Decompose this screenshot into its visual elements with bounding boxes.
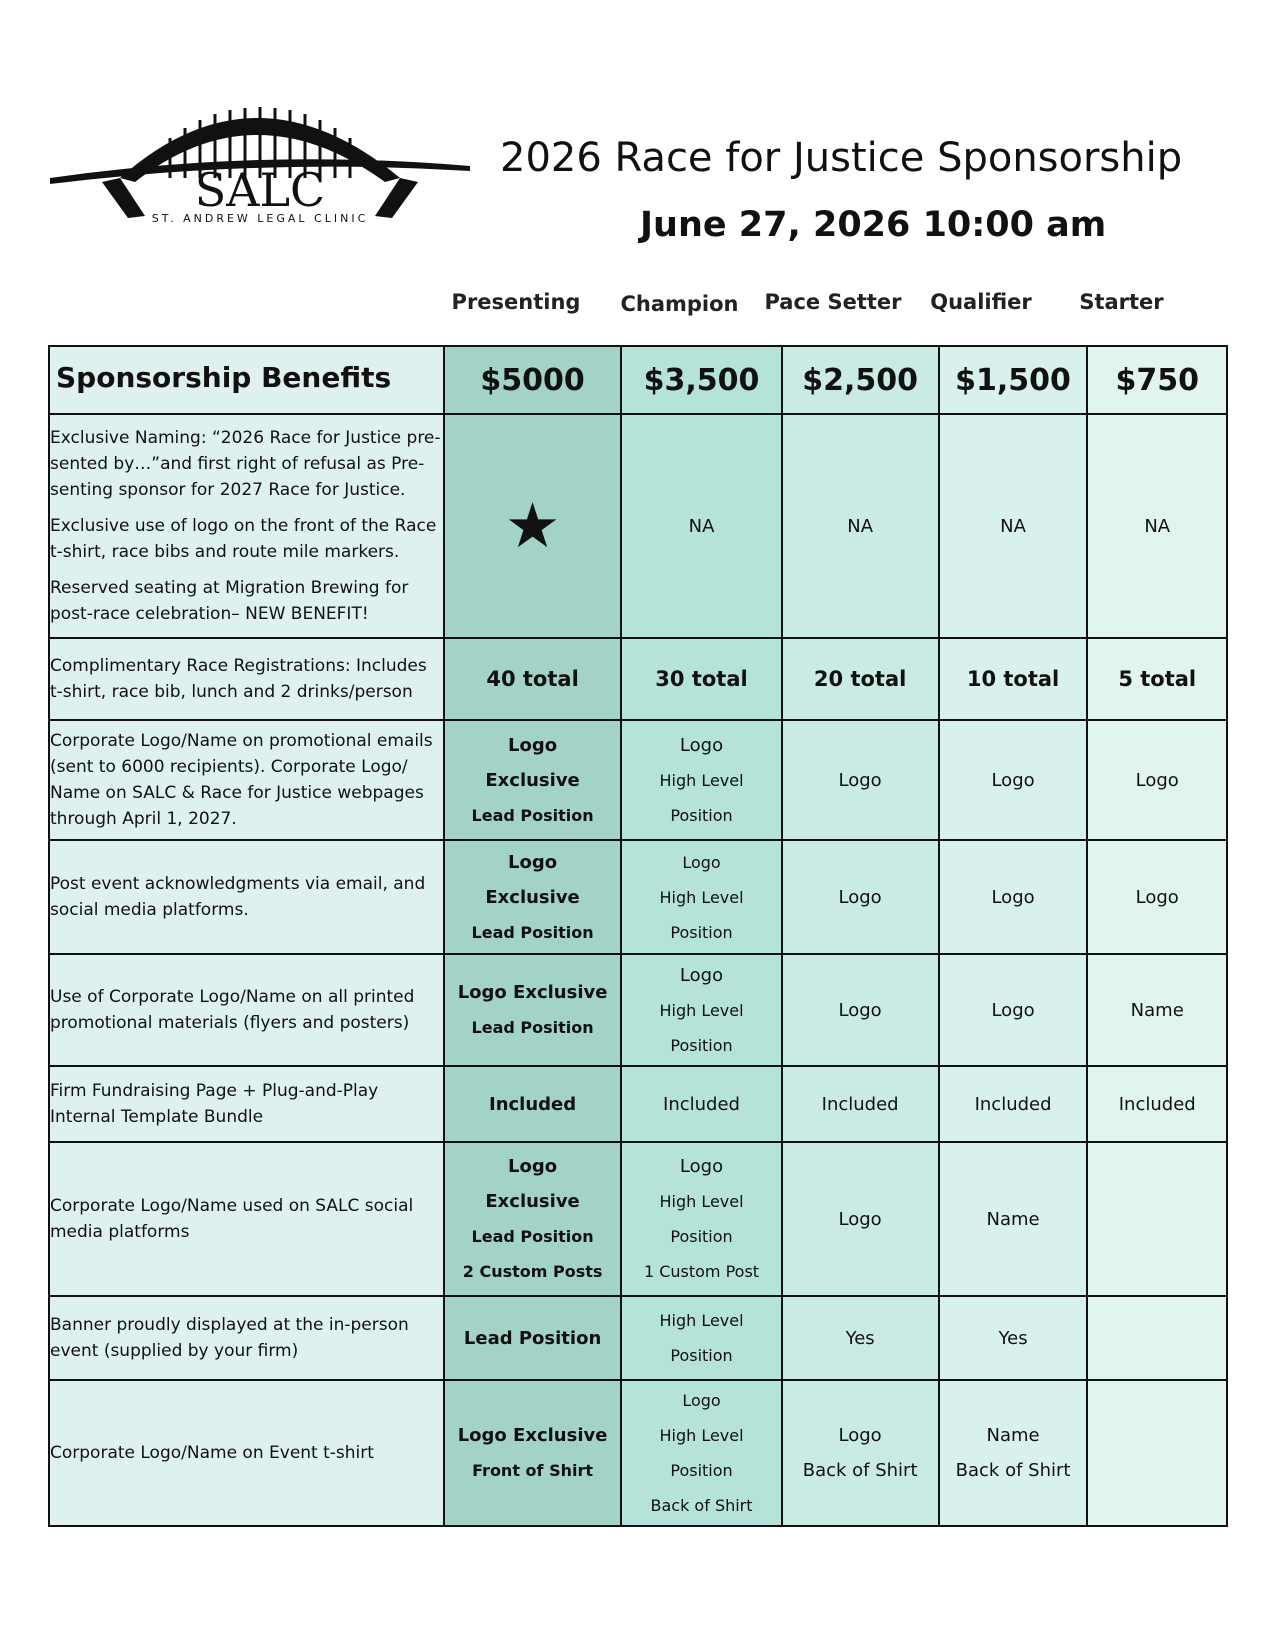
- presenting-cell: Logo Exclusive Lead Position: [444, 720, 622, 840]
- qualifier-cell: Yes: [939, 1296, 1088, 1380]
- pace-setter-cell: NA: [782, 414, 939, 638]
- table-row: [49, 1066, 1227, 1142]
- price-starter: $750: [1087, 346, 1227, 414]
- champion-cell: Logo High Level Position: [621, 954, 781, 1066]
- qualifier-cell: NA: [939, 414, 1088, 638]
- table-row: [49, 954, 1227, 1066]
- presenting-cell: [444, 414, 622, 638]
- starter-cell: NA: [1087, 414, 1227, 638]
- qualifier-cell: Name Back of Shirt: [939, 1380, 1088, 1526]
- table-row: [49, 1380, 1227, 1526]
- price-pace-setter: $2,500: [782, 346, 939, 414]
- table-row: [49, 720, 1227, 840]
- price-presenting: $5000: [444, 346, 622, 414]
- starter-cell: [1087, 1142, 1227, 1296]
- presenting-cell: Logo Exclusive Lead Position 2 Custom Posts: [444, 1142, 622, 1296]
- benefit-cell: Exclusive Naming: “2026 Race for Justice pre-sented by…”and first right of refusal as Pre-senting sponsor for 2027 Race for Justice. Exclusive use of logo on the front of the Race t-shirt, race bibs and route mile markers. Reserved seating at Migration Brewing for post-race celebration– NEW BENEFIT!: [49, 414, 444, 638]
- starter-cell: 5 total: [1087, 638, 1227, 720]
- benefit-cell: Banner proudly displayed at the in-person event (supplied by your firm): [49, 1296, 444, 1380]
- presenting-cell: Lead Position: [444, 1296, 622, 1380]
- salc-logo: [50, 78, 475, 238]
- table-row: [49, 1142, 1227, 1296]
- starter-cell: Logo: [1087, 840, 1227, 954]
- champion-cell: Included: [621, 1066, 781, 1142]
- champion-cell: Logo High Level Position: [621, 840, 781, 954]
- champion-cell: Logo High Level Position 1 Custom Post: [621, 1142, 781, 1296]
- champion-cell: High Level Position: [621, 1296, 781, 1380]
- price-champion: $3,500: [621, 346, 781, 414]
- qualifier-cell: Logo: [939, 954, 1088, 1066]
- header-label-cell: Sponsorship Benefits: [49, 346, 444, 414]
- presenting-cell: Logo Exclusive Front of Shirt: [444, 1380, 622, 1526]
- qualifier-cell: Name: [939, 1142, 1088, 1296]
- svg-text:ST. ANDREW LEGAL CLINIC: ST. ANDREW LEGAL CLINIC: [151, 212, 369, 225]
- star-icon: ★: [504, 489, 561, 562]
- pace-setter-cell: 20 total: [782, 638, 939, 720]
- benefit-cell: Firm Fundraising Page + Plug-and-Play Internal Template Bundle: [49, 1066, 444, 1142]
- pace-setter-cell: Logo: [782, 954, 939, 1066]
- table-row: [49, 1296, 1227, 1380]
- presenting-cell: Logo Exclusive Lead Position: [444, 840, 622, 954]
- qualifier-cell: Logo: [939, 840, 1088, 954]
- tier-name-qualifier: Qualifier: [930, 290, 1032, 314]
- benefit-cell: Complimentary Race Registrations: Includes t-shirt, race bib, lunch and 2 drinks/person: [49, 638, 444, 720]
- table-row: [49, 840, 1227, 954]
- champion-cell: 30 total: [621, 638, 781, 720]
- pace-setter-cell: Included: [782, 1066, 939, 1142]
- benefit-cell: Use of Corporate Logo/Name on all printed promotional materials (flyers and posters): [49, 954, 444, 1066]
- qualifier-cell: Included: [939, 1066, 1088, 1142]
- page-title: 2026 Race for Justice Sponsorship: [500, 135, 1183, 181]
- qualifier-cell: 10 total: [939, 638, 1088, 720]
- benefit-cell: Corporate Logo/Name on Event t-shirt: [49, 1380, 444, 1526]
- champion-cell: Logo High Level Position: [621, 720, 781, 840]
- presenting-cell: Included: [444, 1066, 622, 1142]
- starter-cell: Included: [1087, 1066, 1227, 1142]
- tier-names-row: [0, 290, 1275, 330]
- benefit-cell: Corporate Logo/Name used on SALC social media platforms: [49, 1142, 444, 1296]
- bridge-logo-icon: [50, 78, 475, 238]
- tier-name-champion: Champion: [620, 292, 739, 316]
- pace-setter-cell: Logo Back of Shirt: [782, 1380, 939, 1526]
- starter-cell: [1087, 1296, 1227, 1380]
- benefit-cell: Post event acknowledgments via email, and social media platforms.: [49, 840, 444, 954]
- presenting-cell: 40 total: [444, 638, 622, 720]
- tier-name-presenting: Presenting: [451, 290, 581, 314]
- starter-cell: Logo: [1087, 720, 1227, 840]
- pace-setter-cell: Logo: [782, 840, 939, 954]
- price-qualifier: $1,500: [939, 346, 1088, 414]
- tier-name-pace-setter: Pace Setter: [764, 290, 902, 314]
- starter-cell: Name: [1087, 954, 1227, 1066]
- svg-text:SALC: SALC: [194, 163, 326, 217]
- pace-setter-cell: Logo: [782, 720, 939, 840]
- event-date: June 27, 2026 10:00 am: [640, 205, 1107, 245]
- table-row: [49, 414, 1227, 638]
- benefit-cell: Corporate Logo/Name on promotional emails (sent to 6000 recipients). Corporate Logo/ Name on SALC & Race for Justice webpages through April 1, 2027.: [49, 720, 444, 840]
- starter-cell: [1087, 1380, 1227, 1526]
- sponsorship-table: [48, 345, 1228, 1527]
- tier-name-starter: Starter: [1079, 290, 1164, 314]
- table-header-row: [49, 346, 1227, 414]
- champion-cell: Logo High Level Position Back of Shirt: [621, 1380, 781, 1526]
- qualifier-cell: Logo: [939, 720, 1088, 840]
- pace-setter-cell: Logo: [782, 1142, 939, 1296]
- table-row: [49, 638, 1227, 720]
- champion-cell: NA: [621, 414, 781, 638]
- pace-setter-cell: Yes: [782, 1296, 939, 1380]
- presenting-cell: Logo Exclusive Lead Position: [444, 954, 622, 1066]
